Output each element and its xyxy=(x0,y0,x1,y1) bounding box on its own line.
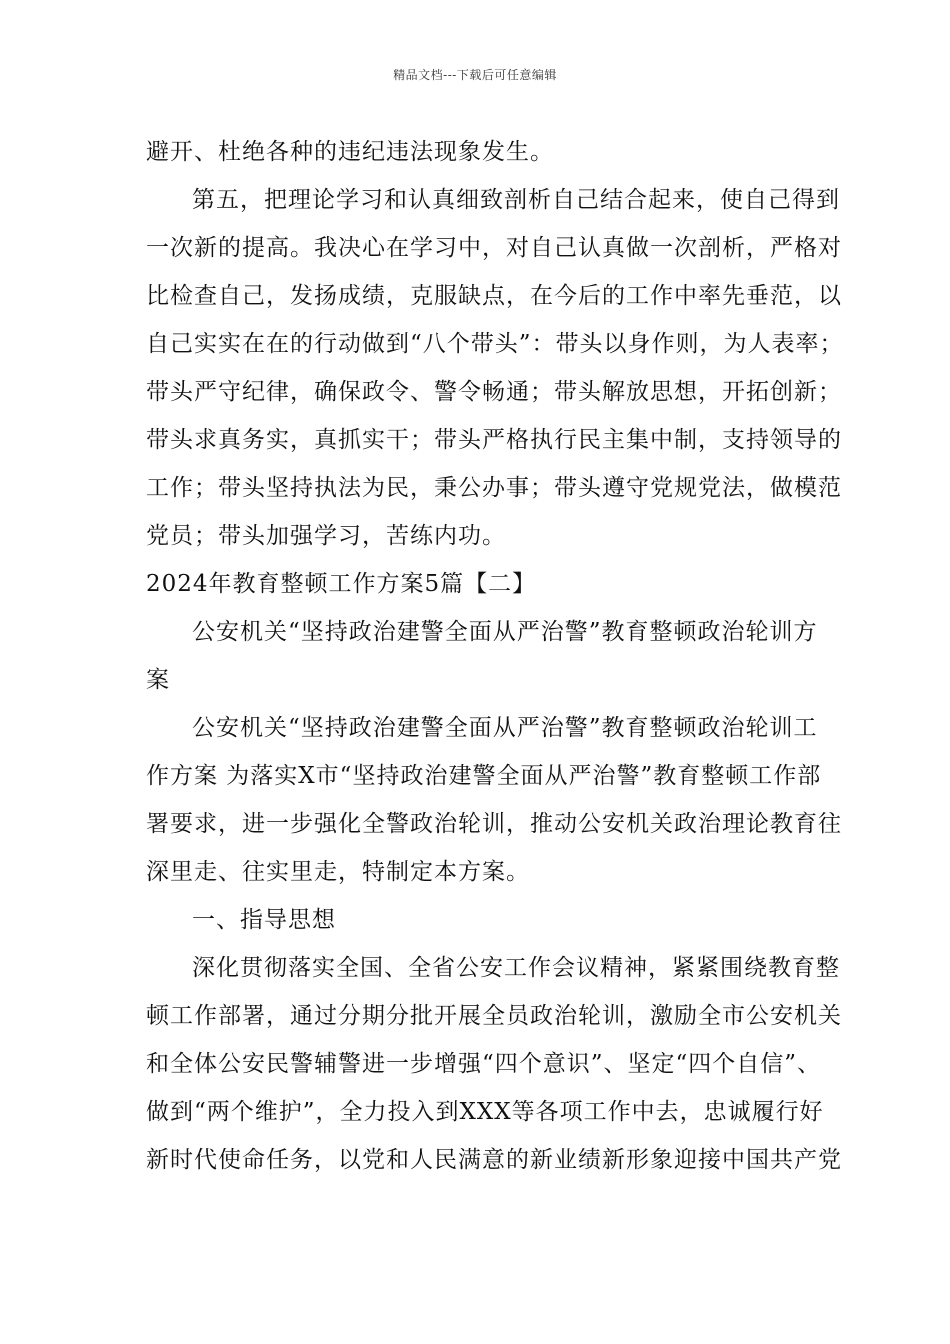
text-line: 党员；带头加强学习，苦练内功。 xyxy=(146,523,506,549)
text-line: 做到“两个维护”，全力投入到XXX等各项工作中去，忠诚履行好 xyxy=(146,1099,824,1125)
text-line: 作方案 为落实X市“坚持政治建警全面从严治警”教育整顿工作部 xyxy=(146,763,822,789)
document-body xyxy=(146,128,844,1184)
text-line: 自己实实在在的行动做到“八个带头”：带头以身作则，为人表率； xyxy=(146,331,844,357)
page-header: 精品文档---下载后可任意编辑 xyxy=(393,68,557,82)
text-line: 公安机关“坚持政治建警全面从严治警”教育整顿政治轮训工 xyxy=(192,715,818,741)
text-line: 一次新的提高。我决心在学习中，对自己认真做一次剖析，严格对 xyxy=(146,235,842,261)
text-line: 带头严守纪律，确保政令、警令畅通；带头解放思想，开拓创新； xyxy=(146,379,842,405)
subsection-heading: 一、指导思想 xyxy=(192,907,336,933)
text-line: 工作；带头坚持执法为民，秉公办事；带头遵守党规党法，做模范 xyxy=(146,475,842,501)
text-line: 避开、杜绝各种的违纪违法现象发生。 xyxy=(146,139,554,165)
text-line: 比检查自己，发扬成绩，克服缺点，在今后的工作中率先垂范，以 xyxy=(146,283,842,309)
text-line: 和全体公安民警辅警进一步增强“四个意识”、坚定“四个自信”、 xyxy=(146,1051,822,1077)
text-line: 带头求真务实，真抓实干；带头严格执行民主集中制，支持领导的 xyxy=(146,427,842,453)
text-line: 公安机关“坚持政治建警全面从严治警”教育整顿政治轮训方 xyxy=(192,619,818,645)
text-line: 署要求，进一步强化全警政治轮训，推动公安机关政治理论教育往 xyxy=(146,811,842,837)
text-line: 新时代使命任务，以党和人民满意的新业绩新形象迎接中国共产党 xyxy=(146,1147,842,1173)
text-line: 深化贯彻落实全国、全省公安工作会议精神，紧紧围绕教育整 xyxy=(192,955,840,981)
text-line: 顿工作部署，通过分期分批开展全员政治轮训，激励全市公安机关 xyxy=(146,1003,842,1029)
section-heading: 2024年教育整顿工作方案5篇【二】 xyxy=(146,571,537,597)
text-line: 第五，把理论学习和认真细致剖析自己结合起来，使自己得到 xyxy=(192,187,840,213)
text-line: 深里走、往实里走，特制定本方案。 xyxy=(146,859,530,885)
text-line: 案 xyxy=(146,667,170,693)
